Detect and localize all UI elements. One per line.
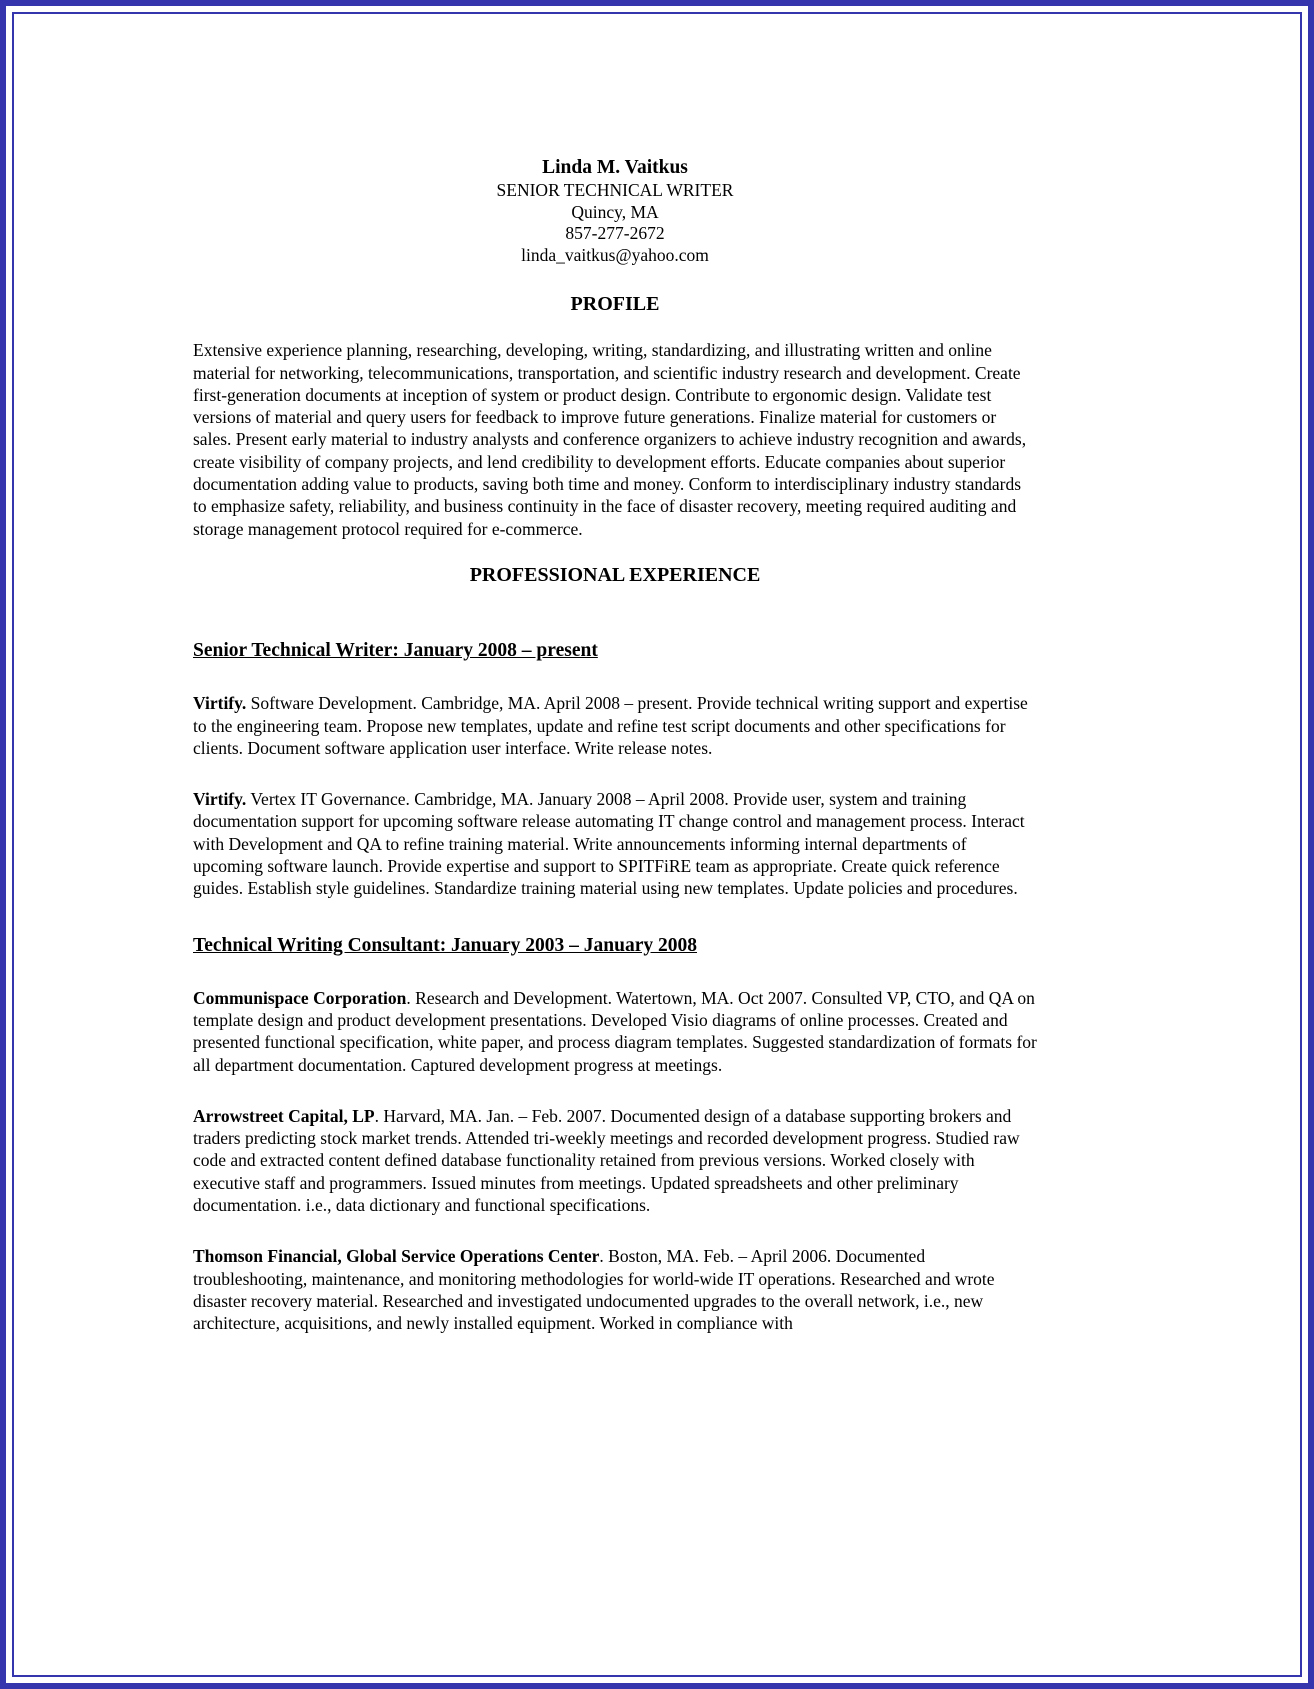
entry-company-name: Thomson Financial, Global Service Operations Center [193, 1246, 600, 1267]
person-email: linda_vaitkus@yahoo.com [521, 244, 709, 265]
experience-entry-arrowstreet [193, 1105, 1037, 1216]
person-name: Linda M. Vaitkus [542, 157, 688, 178]
profile-paragraph: Extensive experience planning, researching, developing, writing, standardizing, and illustrating written and online material for networking, telecommunications, transportation, and scientific industry research and development. Create first-generation documents at inception of system or product design. Contribute to ergonomic design. Validate test versions of material and query users for feedback to improve future generations. Finalize material for customers or sales. Present early material to industry analysts and conference organizers to achieve industry recognition and awards, create visibility of company projects, and lend credibility to development efforts. Educate companies about superior documentation adding value to products, saving both time and money. Conform to interdisciplinary industry standards to emphasize safety, reliability, and business continuity in the face of disaster recovery, meeting required auditing and storage management protocol required for e-commerce. [193, 340, 1027, 539]
experience-entry-communispace [193, 987, 1037, 1076]
resume-header [193, 156, 1037, 266]
person-phone: 857-277-2672 [565, 223, 665, 243]
entry-company-name: Virtify. [193, 789, 247, 810]
experience-entry-virtify-vertex [193, 788, 1037, 899]
entry-company-name: Arrowstreet Capital, LP [193, 1105, 375, 1126]
entry-company-name: Communispace Corporation [193, 987, 407, 1008]
person-location: Quincy, MA [571, 201, 659, 222]
section-heading-senior-technical-writer: Senior Technical Writer: January 2008 – present [193, 640, 598, 662]
entry-description: Vertex IT Governance. Cambridge, MA. January 2008 – April 2008. Provide user, system and training documentation support for upcoming software release automating IT change control and management process. Interact with Development and QA to refine training material. Write announcements informing internal departments of upcoming software launch. Provide expertise and support to SPITFiRE team as appropriate. Create quick reference guides. Establish style guidelines. Standardize training material using new templates. Update policies and procedures. [193, 789, 1025, 899]
person-job-title: SENIOR TECHNICAL WRITER [496, 180, 734, 200]
entry-description: . Boston, MA. Feb. – April 2006. Documented troubleshooting, maintenance, and monitoring methodologies for world-wide IT operations. Researched and wrote disaster recovery material. Researched and investigated undocumented upgrades to the overall network, i.e., new architecture, acquisitions, and newly installed equipment. Worked in compliance with [193, 1246, 995, 1334]
entry-description: Software Development. Cambridge, MA. April 2008 – present. Provide technical writing support and expertise to the engineering team. Propose new templates, update and refine test script documents and other specifications for clients. Document software application user interface. Write release notes. [193, 693, 1028, 758]
entry-description: . Harvard, MA. Jan. – Feb. 2007. Documented design of a database supporting brokers and traders predicting stock market trends. Attended tri-weekly meetings and recorded development progress. Studied raw code and extracted content defined database functionality retained from previous versions. Worked closely with executive staff and programmers. Issued minutes from meetings. Updated spreadsheets and other preliminary documentation. i.e., data dictionary and functional specifications. [193, 1105, 1020, 1216]
resume-content [193, 14, 1037, 1335]
experience-entry-thomson-financial [193, 1245, 1037, 1334]
page-inner-border [12, 12, 1302, 1677]
professional-experience-heading: PROFESSIONAL EXPERIENCE [469, 563, 761, 586]
profile-heading: PROFILE [570, 293, 660, 315]
entry-description: . Research and Development. Watertown, MA. Oct 2007. Consulted VP, CTO, and QA on template design and product development presentations. Developed Visio diagrams of online processes. Created and presented functional specification, white paper, and process diagram templates. Suggested standardization of formats for all department documentation. Captured development progress at meetings. [193, 987, 1037, 1075]
entry-company-name: Virtify. [193, 693, 247, 714]
section-heading-technical-writing-consultant: Technical Writing Consultant: January 2003 – January 2008 [193, 934, 698, 956]
experience-entry-virtify-software [193, 692, 1037, 759]
